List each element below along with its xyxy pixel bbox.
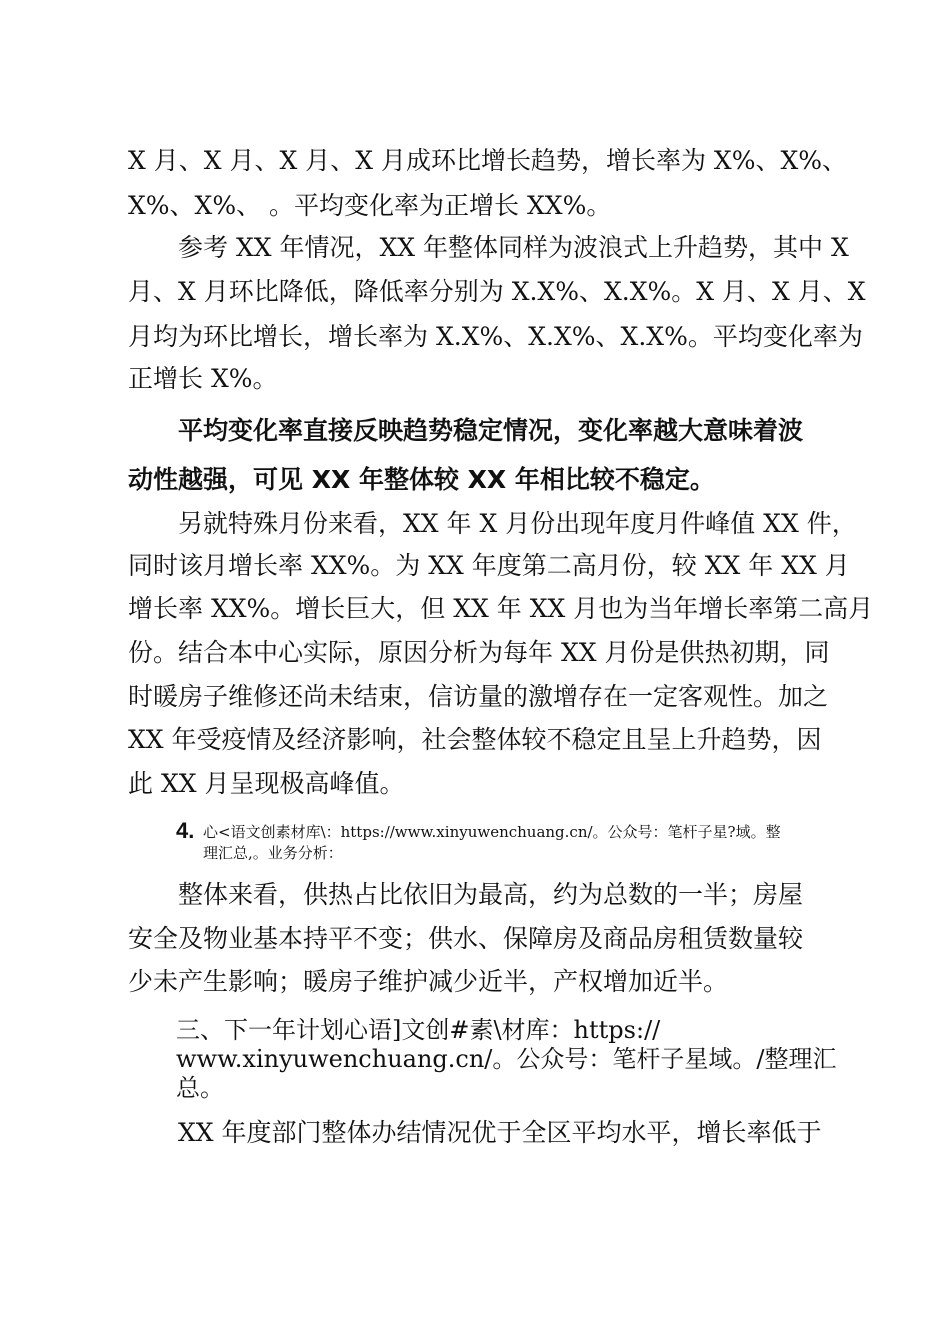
- text-line: 另就特殊月份来看，XX 年 X 月份出现年度月件峰值 XX 件，: [178, 509, 857, 538]
- text-line: 少未产生影响；暖房子维护减少近半，产权增加近半。: [128, 967, 729, 996]
- text-line: X 月、X 月、X 月、X 月成环比增长趋势，增长率为 X%、X%、: [128, 146, 848, 175]
- text-line: 参考 XX 年情况，XX 年整体同样为波浪式上升趋势，其中 X: [178, 233, 849, 262]
- bold-text-line: 动性越强，可见 XX 年整体较 XX 年相比较不稳定。: [128, 465, 715, 494]
- text-line: 月均为环比增长，增长率为 X.X%、X.X%、X.X%。平均变化率为: [128, 322, 863, 351]
- text-line: XX 年度部门整体办结情况优于全区平均水平，增长率低于: [178, 1118, 822, 1147]
- note-line: 理汇总,。业务分析：: [203, 844, 343, 862]
- section-heading-line: 三、下一年计划心语]文创#素\材库：https://: [176, 1016, 661, 1044]
- text-line: XX 年受疫情及经济影响，社会整体较不稳定且呈上升趋势，因: [128, 725, 822, 754]
- text-line: X%、X%、 。平均变化率为正增长 XX%。: [128, 191, 612, 220]
- bold-text-line: 平均变化率直接反映趋势稳定情况，变化率越大意味着波: [178, 416, 804, 445]
- text-line: 时暖房子维修还尚未结束，信访量的激增存在一定客观性。加之: [128, 682, 829, 711]
- section-heading-line: www.xinyuwenchuang.cn/。公众号：笔杆子星域。/整理汇: [176, 1045, 837, 1073]
- text-line: 份。结合本中心实际，原因分析为每年 XX 月份是供热初期，同: [128, 638, 830, 667]
- text-line: 整体来看，供热占比依旧为最高，约为总数的一半；房屋: [178, 880, 804, 909]
- note-line: 心<语文创素材库\：https://www.xinyuwenchuang.cn/。公众号：笔杆子星?域。整: [203, 823, 781, 841]
- text-line: 安全及物业基本持平不变；供水、保障房及商品房租赁数量较: [128, 924, 804, 953]
- text-line: 正增长 X%。: [128, 364, 278, 393]
- text-line: 同时该月增长率 XX%。为 XX 年度第二高月份，较 XX 年 XX 月: [128, 551, 850, 580]
- text-line: 月、X 月环比降低，降低率分别为 X.X%、X.X%。X 月、X 月、X: [128, 277, 866, 306]
- text-line: 增长率 XX%。增长巨大，但 XX 年 XX 月也为当年增长率第二高月: [128, 594, 874, 623]
- text-line: 此 XX 月呈现极高峰值。: [128, 769, 405, 798]
- section-heading-line: 总。: [176, 1074, 224, 1102]
- list-number: 4.: [176, 818, 195, 843]
